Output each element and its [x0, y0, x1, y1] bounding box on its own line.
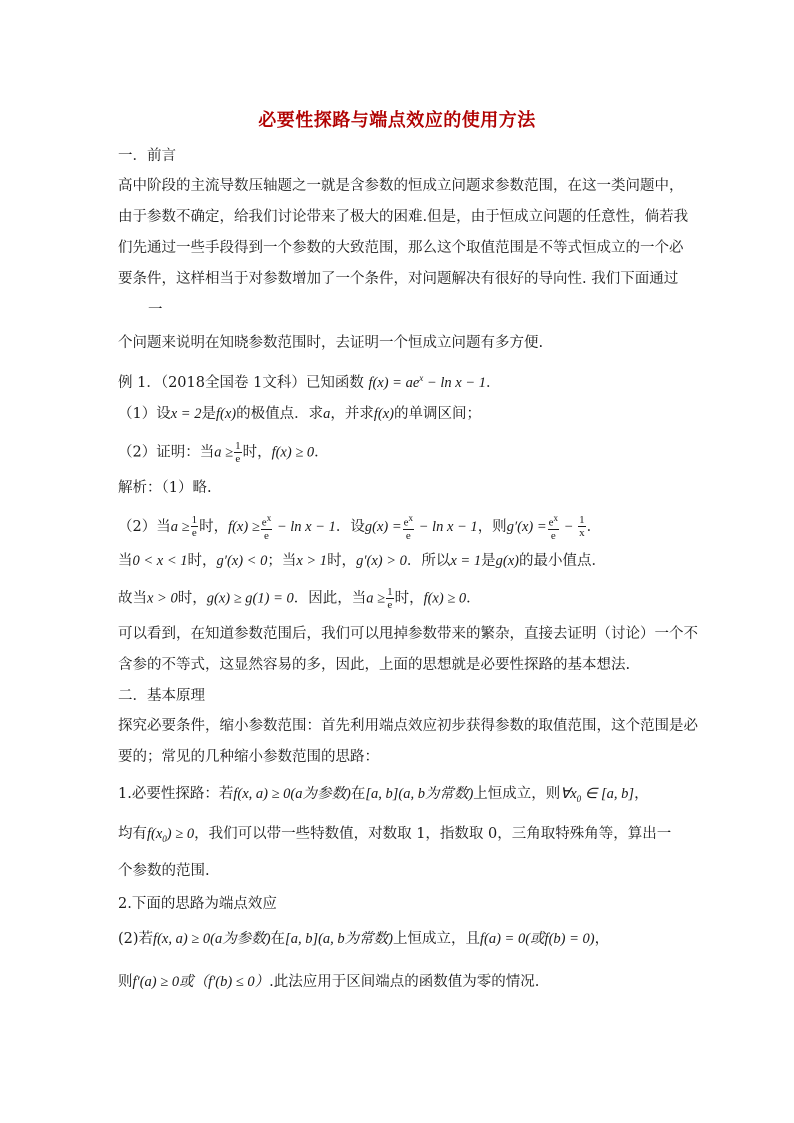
math: f(x) ≥ 0 — [271, 444, 315, 461]
example-1-statement — [118, 368, 500, 393]
math: ) ≥ 0 — [166, 826, 195, 842]
solution-heading: 解析：（1）略. — [118, 480, 212, 496]
math: f(x) — [215, 406, 237, 422]
paragraph-line: 探究必要条件，缩小参数范围：首先利用端点效应初步获得参数的取值范围，这个范围是必 — [118, 718, 698, 734]
section-heading-principles: 二．基本原理 — [118, 688, 205, 704]
text: ． — [485, 374, 501, 391]
principle-2-line — [118, 972, 539, 992]
numerator-sup: x — [408, 513, 414, 523]
text: ，则 — [477, 518, 507, 535]
denominator: e — [191, 527, 197, 540]
paragraph-line: 个问题来说明在知晓参数范围时，去证明一个恒成立问题有多方便. — [118, 335, 544, 351]
principle-1-line — [118, 784, 649, 809]
example-lead: 例 1．（2018全国卷 1文科）已知函数 — [118, 374, 364, 391]
text: 故当 — [118, 590, 147, 607]
principle-1-line — [118, 824, 671, 849]
text: 时， — [187, 553, 217, 569]
paragraph-line: 要条件，这样相当于对参数增加了一个条件，对问题解决有很好的导向性. 我们下面通过 — [118, 271, 679, 287]
question-2 — [118, 440, 329, 465]
text: ，并求 — [330, 406, 374, 422]
math: x > 0 — [147, 590, 178, 607]
math: a ≥ — [366, 590, 386, 607]
denominator: e — [405, 529, 411, 542]
math: a ≥ — [170, 518, 190, 535]
solution-line — [118, 586, 481, 611]
text: 的极值点．求 — [236, 406, 324, 422]
fraction — [578, 514, 586, 539]
text: ．所以 — [406, 553, 451, 569]
text: ，我们可以带一些特数值，对数取 1，指数取 0，三角取特殊角等，算出一 — [194, 826, 672, 842]
text: 是 — [201, 406, 216, 422]
fraction — [548, 512, 559, 542]
paragraph-line: 一 — [148, 302, 163, 318]
text: （2）当 — [118, 518, 171, 535]
fraction — [261, 512, 272, 542]
paragraph-line: 要的；常见的几种缩小参数范围的思路： — [118, 749, 379, 765]
fraction — [403, 512, 414, 542]
fraction — [191, 514, 199, 539]
text: 在 — [350, 786, 366, 802]
text: 在 — [270, 931, 286, 947]
paragraph-line: 高中阶段的主流导数压轴题之一就是含参数的恒成立问题求参数范围，在这一类问题中， — [118, 178, 684, 194]
numerator: 1 — [191, 514, 198, 527]
text: ；当 — [267, 553, 297, 569]
math: − ln x − 1 — [423, 374, 486, 391]
math: g(x) ≥ g(1) = 0 — [206, 590, 294, 607]
text: （1）设 — [118, 406, 171, 422]
text: 时， — [394, 590, 424, 607]
paragraph-line: 可以看到，在知道参数范围后，我们可以甩掉参数带来的繁杂，直接去证明（讨论）一个不 — [118, 626, 698, 642]
principle-2-line — [118, 929, 609, 949]
numerator: 1 — [579, 514, 585, 527]
math: g(x) = — [364, 518, 402, 535]
math: x > 1 — [296, 553, 328, 569]
text: ， — [634, 786, 649, 802]
denominator: e — [387, 599, 393, 611]
math: g′(x) > 0 — [356, 553, 407, 569]
paragraph-line: 含参的不等式，这显然容易的多，因此，上面的思想就是必要性探路的基本想法. — [118, 657, 631, 673]
math: f(x) — [373, 406, 394, 422]
denominator: e — [264, 529, 269, 542]
text: (2)若 — [118, 931, 154, 947]
text: .此法应用于区间端点的函数值为零的情况. — [269, 974, 540, 990]
numerator: e — [548, 516, 554, 529]
text: ， — [594, 931, 610, 947]
math: 0 < x < 1 — [132, 553, 188, 569]
math: f(x, a) ≥ 0(a为参数) — [233, 786, 351, 802]
math: g(x) — [495, 553, 519, 569]
denominator: e — [550, 529, 556, 542]
text: 的单调区间； — [393, 406, 481, 422]
numerator-sup: x — [266, 513, 272, 523]
math: f(x — [147, 826, 163, 842]
math: f(a) = 0(或f(b) = 0) — [480, 931, 595, 947]
denominator: e — [235, 453, 241, 465]
text: 是 — [481, 553, 496, 569]
math: f(x, a) ≥ 0(a为参数) — [153, 931, 271, 947]
text: 上恒成立，且 — [393, 931, 480, 947]
text: 上恒成立，则 — [473, 786, 561, 802]
paragraph-line: 们先通过一些手段得到一个参数的大致范围，那么这个取值范围是不等式恒成立的一个必 — [118, 240, 684, 256]
text: 1.必要性探路：若 — [118, 786, 234, 802]
math: f(x) ≥ — [228, 518, 260, 535]
principle-2-heading: 2.下面的思路为端点效应 — [118, 896, 277, 912]
text: ．因此，当 — [293, 590, 367, 607]
section-heading-preface: 一．前言 — [118, 148, 176, 164]
text: 时， — [327, 553, 357, 569]
math: x = 2 — [170, 406, 202, 422]
solution-part-2-line — [118, 512, 601, 542]
math: [a, b](a, b为常数) — [285, 931, 393, 947]
paragraph-line: 个参数的范围. — [118, 863, 210, 879]
math: a ≥ — [214, 444, 234, 461]
math: f(x) ≥ 0 — [423, 590, 467, 607]
math: − ln x − 1 — [415, 518, 478, 535]
text: ． — [466, 590, 481, 607]
numerator: e — [261, 516, 267, 529]
math: [a, b](a, b为常数) — [365, 786, 474, 802]
text: 时， — [177, 590, 207, 607]
math-sub: 0 — [162, 833, 167, 844]
math: a — [323, 406, 331, 422]
math: f′(a) ≥ 0或（f′(b) ≤ 0） — [132, 974, 270, 990]
text: 时， — [242, 444, 272, 461]
math: − ln x − 1 — [273, 518, 336, 535]
math-sup: x — [419, 373, 424, 383]
math: ∈ [a, b] — [581, 786, 635, 802]
numerator: 1 — [235, 440, 241, 452]
text: （2）证明：当 — [118, 444, 215, 461]
text: 时， — [199, 518, 229, 535]
fraction — [234, 440, 242, 465]
question-1 — [118, 404, 481, 424]
math: f(x) = ae — [368, 374, 420, 391]
math: ∀x — [560, 786, 577, 802]
math: − — [560, 518, 578, 535]
text: 则 — [118, 974, 133, 990]
text: 当 — [118, 553, 133, 569]
fraction — [386, 586, 394, 611]
text: ． — [586, 518, 602, 535]
numerator: 1 — [387, 586, 393, 598]
numerator: e — [403, 516, 409, 529]
numerator-sup: x — [553, 513, 559, 523]
paragraph-line: 由于参数不确定，给我们讨论带来了极大的困难.但是，由于恒成立问题的任意性，倘若我 — [118, 209, 689, 225]
math: g′(x) < 0 — [216, 553, 268, 569]
math: g′(x) = — [506, 518, 547, 535]
denominator: x — [579, 527, 585, 540]
math-sub: 0 — [576, 793, 582, 804]
text: 的最小值点． — [518, 553, 606, 569]
text: 均有 — [118, 826, 147, 842]
text: ．设 — [335, 518, 365, 535]
solution-line — [118, 551, 606, 571]
document-title: 必要性探路与端点效应的使用方法 — [258, 110, 536, 131]
text: ． — [314, 444, 329, 461]
math: x = 1 — [450, 553, 482, 569]
